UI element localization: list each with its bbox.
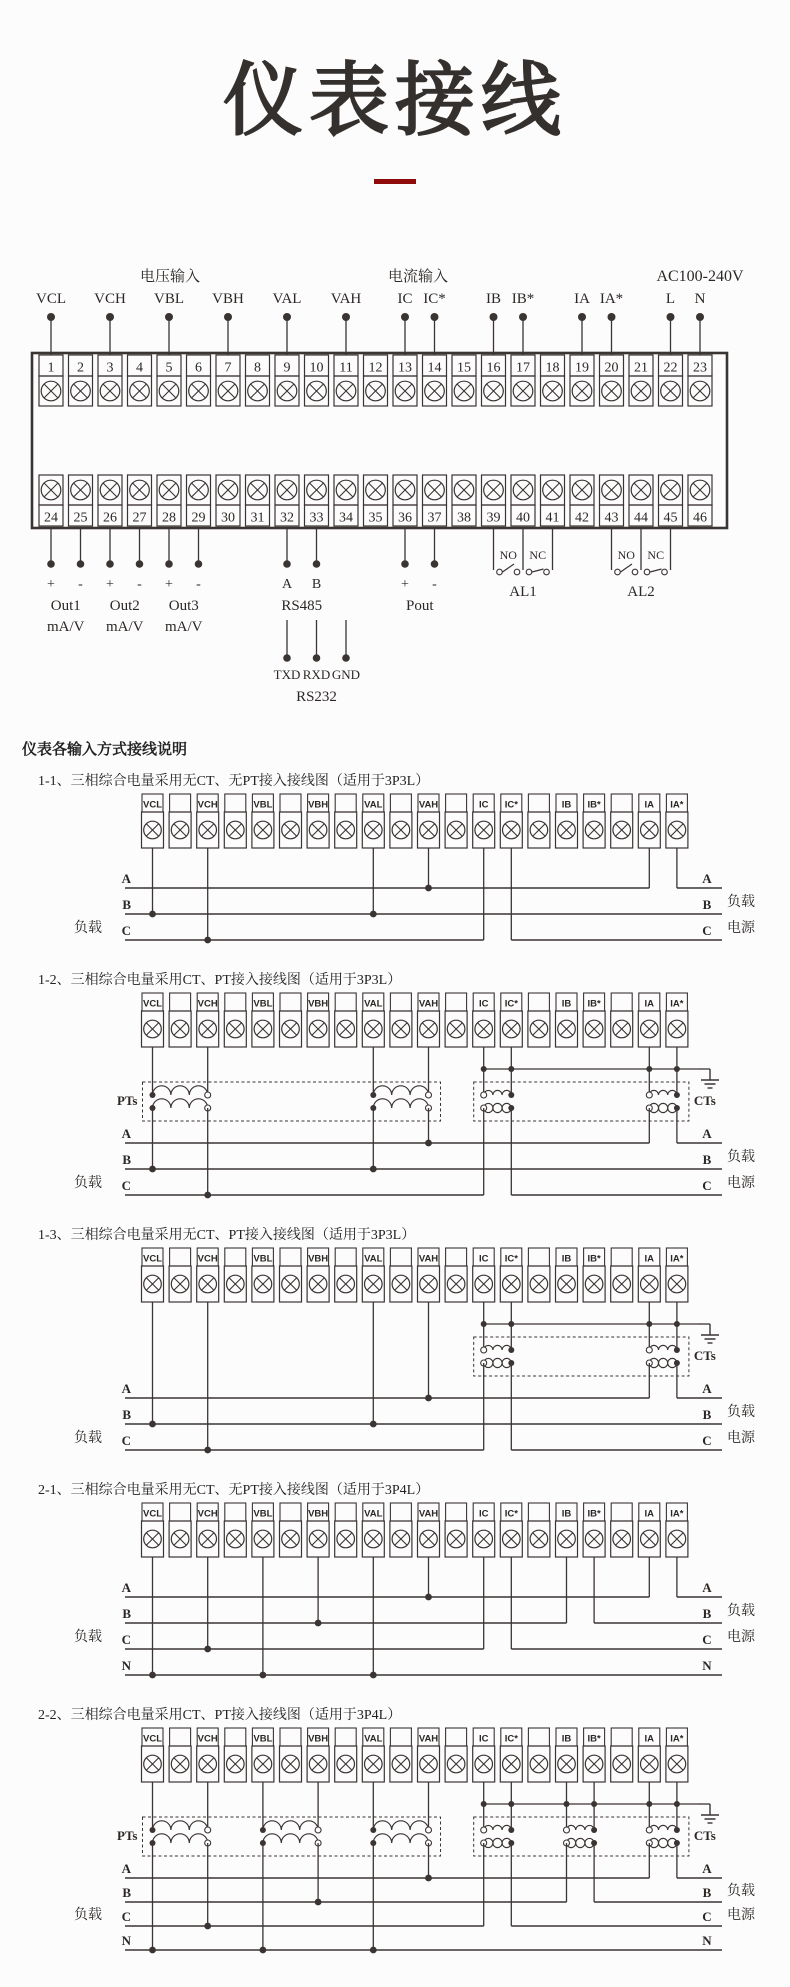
rs232-group xyxy=(274,620,360,705)
svg-text:-: - xyxy=(78,577,83,592)
source-label-top: 负载 xyxy=(727,1150,755,1165)
svg-text:C: C xyxy=(702,923,712,938)
diagram-svg-1-1 xyxy=(0,792,790,958)
svg-text:42: 42 xyxy=(575,510,589,526)
svg-text:IC: IC xyxy=(478,1253,489,1265)
svg-text:31: 31 xyxy=(250,510,265,526)
svg-text:VBL: VBL xyxy=(253,1733,273,1745)
load-label: 负载 xyxy=(74,1431,102,1446)
svg-text:RXD: RXD xyxy=(302,667,331,682)
phase-lines xyxy=(122,1861,722,1950)
svg-text:C: C xyxy=(121,1632,131,1647)
rs232-label: RS232 xyxy=(296,689,337,705)
diagram-section-2-2 xyxy=(0,1704,790,1968)
cts-label: CTs xyxy=(693,1828,716,1843)
ct-group xyxy=(474,1782,716,1926)
svg-text:IB: IB xyxy=(561,1508,572,1520)
svg-text:VCL: VCL xyxy=(143,1508,162,1520)
svg-text:IC*: IC* xyxy=(504,799,518,811)
source-label-top: 负载 xyxy=(727,895,755,910)
svg-text:IC: IC xyxy=(478,998,489,1010)
svg-text:VBH: VBH xyxy=(308,1508,329,1520)
svg-text:IA*: IA* xyxy=(670,1253,684,1265)
svg-text:VAL: VAL xyxy=(364,1508,383,1520)
current-series-connection xyxy=(567,1557,595,1623)
svg-text:27: 27 xyxy=(132,510,147,526)
svg-text:-: - xyxy=(196,577,201,592)
svg-text:VCL: VCL xyxy=(36,291,66,307)
io-annotations xyxy=(47,528,438,635)
source-label-bottom: 电源 xyxy=(727,1630,755,1645)
svg-text:IA: IA xyxy=(644,998,655,1010)
svg-text:24: 24 xyxy=(44,510,58,526)
svg-text:VAH: VAH xyxy=(418,998,439,1010)
svg-text:IC*: IC* xyxy=(504,1253,518,1265)
svg-text:+: + xyxy=(165,577,173,592)
svg-text:+: + xyxy=(401,577,409,592)
svg-text:IB*: IB* xyxy=(587,1508,601,1520)
svg-text:AL2: AL2 xyxy=(627,584,655,600)
svg-text:+: + xyxy=(47,577,55,592)
svg-text:34: 34 xyxy=(339,510,353,526)
svg-text:C: C xyxy=(121,1178,131,1193)
voltage-connections xyxy=(149,848,432,943)
svg-text:VCH: VCH xyxy=(197,998,218,1010)
svg-text:19: 19 xyxy=(575,360,589,376)
svg-text:IB*: IB* xyxy=(511,291,535,307)
pts-label: PTs xyxy=(117,1093,138,1108)
svg-text:44: 44 xyxy=(634,510,648,526)
svg-text:IA: IA xyxy=(644,1733,655,1745)
svg-text:6: 6 xyxy=(195,360,202,376)
svg-text:VCL: VCL xyxy=(143,799,162,811)
terminal-strip xyxy=(142,794,688,848)
source-label-bottom: 电源 xyxy=(727,1176,755,1191)
voltage-connections xyxy=(149,1302,432,1453)
wiring-diagram-1-1 xyxy=(0,792,790,958)
wiring-diagram-1-3 xyxy=(0,1246,790,1468)
svg-text:N: N xyxy=(694,291,706,307)
svg-text:NO: NO xyxy=(617,548,635,562)
svg-text:VCH: VCH xyxy=(197,1733,218,1745)
svg-text:C: C xyxy=(702,1178,712,1193)
svg-text:VAL: VAL xyxy=(364,1733,383,1745)
svg-text:B: B xyxy=(122,1407,131,1422)
cts-label: CTs xyxy=(693,1093,716,1108)
svg-text:22: 22 xyxy=(663,360,678,376)
svg-text:VCH: VCH xyxy=(197,1253,218,1265)
svg-text:14: 14 xyxy=(427,360,442,376)
svg-text:VCL: VCL xyxy=(143,1733,162,1745)
svg-text:2: 2 xyxy=(77,360,84,376)
svg-text:B: B xyxy=(311,577,322,592)
source-label-bottom: 电源 xyxy=(727,1908,755,1923)
svg-text:40: 40 xyxy=(516,510,530,526)
svg-text:IB*: IB* xyxy=(587,998,601,1010)
svg-text:15: 15 xyxy=(457,360,471,376)
svg-text:IA: IA xyxy=(644,1508,655,1520)
diagram-title-2-1: 2-1、三相综合电量采用无CT、无PT接入接线图（适用于3P4L） xyxy=(38,1483,430,1498)
svg-text:A: A xyxy=(702,1126,712,1141)
svg-text:AL1: AL1 xyxy=(509,584,537,600)
svg-text:VAH: VAH xyxy=(418,1508,439,1520)
svg-text:12: 12 xyxy=(368,360,383,376)
svg-text:IC: IC xyxy=(397,291,413,307)
diagram-section-1-1 xyxy=(0,770,790,958)
svg-text:IB*: IB* xyxy=(587,1253,601,1265)
svg-text:VAL: VAL xyxy=(364,799,383,811)
svg-text:-: - xyxy=(432,577,437,592)
svg-text:28: 28 xyxy=(162,510,176,526)
svg-text:IA*: IA* xyxy=(670,998,684,1010)
diagram-svg-1-2 xyxy=(0,991,790,1213)
bottom-terminal-row xyxy=(39,475,712,526)
diagram-svg-2-2 xyxy=(0,1726,790,1968)
svg-text:VBL: VBL xyxy=(154,291,184,307)
svg-text:IC: IC xyxy=(478,1508,489,1520)
svg-text:VCL: VCL xyxy=(143,1253,162,1265)
svg-text:IA*: IA* xyxy=(670,1733,684,1745)
svg-text:IC*: IC* xyxy=(504,1733,518,1745)
svg-text:8: 8 xyxy=(254,360,261,376)
svg-text:39: 39 xyxy=(486,510,501,526)
svg-text:Pout: Pout xyxy=(405,598,434,614)
svg-text:C: C xyxy=(702,1632,712,1647)
svg-text:VBL: VBL xyxy=(253,799,273,811)
source-label-top: 负载 xyxy=(727,1604,755,1619)
diagram-title-2-2: 2-2、三相综合电量采用CT、PT接入接线图（适用于3P4L） xyxy=(38,1708,402,1723)
section-heading: 仪表各输入方式接线说明 xyxy=(22,741,188,758)
diagram-section-1-2 xyxy=(0,969,790,1213)
svg-text:C: C xyxy=(121,1909,131,1924)
load-label: 负载 xyxy=(74,1630,102,1645)
ground-symbol xyxy=(698,1804,719,1823)
pt-group xyxy=(117,1047,440,1198)
source-label-top: 负载 xyxy=(727,1884,755,1899)
title-underline-dash xyxy=(374,179,416,184)
svg-text:43: 43 xyxy=(604,510,619,526)
source-label-top: 负载 xyxy=(727,1405,755,1420)
svg-text:13: 13 xyxy=(398,360,412,376)
svg-text:Out1: Out1 xyxy=(50,598,81,614)
svg-text:IA: IA xyxy=(644,799,655,811)
svg-text:mA/V: mA/V xyxy=(165,619,203,635)
svg-text:25: 25 xyxy=(73,510,88,526)
svg-text:B: B xyxy=(122,1606,131,1621)
svg-text:IC: IC xyxy=(478,799,489,811)
svg-text:IA: IA xyxy=(574,291,590,307)
svg-text:IB: IB xyxy=(561,1733,572,1745)
svg-text:30: 30 xyxy=(221,510,235,526)
svg-text:NC: NC xyxy=(529,548,547,562)
svg-text:mA/V: mA/V xyxy=(47,619,85,635)
svg-text:IB*: IB* xyxy=(587,799,601,811)
diagram-title-1-2: 1-2、三相综合电量采用CT、PT接入接线图（适用于3P3L） xyxy=(38,973,402,988)
top-terminal-signal-labels xyxy=(36,291,706,355)
svg-text:41: 41 xyxy=(545,510,560,526)
terminal-strip xyxy=(142,1503,688,1557)
svg-text:36: 36 xyxy=(398,510,412,526)
svg-text:45: 45 xyxy=(663,510,678,526)
diagram-title-1-3: 1-3、三相综合电量采用无CT、PT接入接线图（适用于3P3L） xyxy=(38,1228,416,1243)
pt-group xyxy=(117,1782,440,1953)
svg-text:VCH: VCH xyxy=(94,291,126,307)
svg-text:N: N xyxy=(121,1933,131,1948)
diagram-title-1-1: 1-1、三相综合电量采用无CT、无PT接入接线图（适用于3P3L） xyxy=(38,774,430,789)
current-series-connection xyxy=(649,848,677,888)
ground-symbol xyxy=(698,1069,719,1088)
relay-al1 xyxy=(494,528,553,600)
svg-text:IC*: IC* xyxy=(423,291,446,307)
svg-text:Out3: Out3 xyxy=(168,598,199,614)
svg-text:VCH: VCH xyxy=(197,799,218,811)
terminal-strip xyxy=(142,993,688,1047)
svg-text:A: A xyxy=(121,1126,131,1141)
svg-text:VBH: VBH xyxy=(308,1733,329,1745)
svg-text:B: B xyxy=(702,1885,712,1900)
svg-text:21: 21 xyxy=(634,360,648,376)
svg-text:37: 37 xyxy=(427,510,442,526)
svg-text:B: B xyxy=(702,1407,712,1422)
svg-text:VAH: VAH xyxy=(418,1253,439,1265)
svg-text:C: C xyxy=(121,1433,131,1448)
source-label-bottom: 电源 xyxy=(727,1431,755,1446)
svg-text:VBL: VBL xyxy=(253,1508,273,1520)
svg-text:5: 5 xyxy=(165,360,173,376)
svg-text:IA*: IA* xyxy=(670,799,684,811)
pts-label: PTs xyxy=(117,1828,138,1843)
svg-text:C: C xyxy=(702,1433,712,1448)
svg-text:IA: IA xyxy=(644,1253,655,1265)
svg-text:IB: IB xyxy=(561,998,572,1010)
svg-text:B: B xyxy=(702,1606,712,1621)
svg-text:VAL: VAL xyxy=(364,998,383,1010)
svg-text:A: A xyxy=(121,1381,131,1396)
svg-text:A: A xyxy=(121,871,131,886)
svg-text:IC*: IC* xyxy=(504,998,518,1010)
svg-text:N: N xyxy=(702,1933,712,1948)
svg-text:+: + xyxy=(106,577,114,592)
current-input-label: 电流输入 xyxy=(387,269,449,285)
svg-text:NC: NC xyxy=(647,548,665,562)
svg-text:B: B xyxy=(122,1152,131,1167)
svg-text:3: 3 xyxy=(106,360,114,376)
current-series-connection xyxy=(649,1557,677,1597)
svg-text:B: B xyxy=(702,1152,712,1167)
svg-text:38: 38 xyxy=(457,510,471,526)
svg-text:29: 29 xyxy=(191,510,206,526)
phase-lines xyxy=(122,871,722,940)
svg-text:C: C xyxy=(121,923,131,938)
svg-text:VAH: VAH xyxy=(418,1733,439,1745)
svg-text:IC: IC xyxy=(478,1733,489,1745)
main-terminal-block-diagram xyxy=(0,264,790,716)
meter-case-outline xyxy=(32,353,727,528)
wiring-diagram-1-2 xyxy=(0,991,790,1213)
load-label: 负载 xyxy=(74,1176,102,1191)
svg-text:-: - xyxy=(137,577,142,592)
svg-text:VBH: VBH xyxy=(212,291,244,307)
svg-text:VAH: VAH xyxy=(418,799,439,811)
relay-al2 xyxy=(612,528,671,600)
svg-text:B: B xyxy=(702,897,712,912)
ct-group xyxy=(474,1302,716,1450)
svg-text:N: N xyxy=(702,1658,712,1673)
svg-text:Out2: Out2 xyxy=(109,598,140,614)
svg-text:VAH: VAH xyxy=(330,291,362,307)
svg-text:NO: NO xyxy=(499,548,517,562)
svg-text:VCH: VCH xyxy=(197,1508,218,1520)
svg-text:46: 46 xyxy=(693,510,707,526)
svg-text:10: 10 xyxy=(309,360,324,376)
svg-text:A: A xyxy=(702,1381,712,1396)
svg-text:IA*: IA* xyxy=(670,1508,684,1520)
phase-lines xyxy=(122,1580,722,1675)
top-terminal-row xyxy=(39,355,712,406)
svg-text:A: A xyxy=(281,577,293,592)
svg-text:A: A xyxy=(702,871,712,886)
diagram-svg-1-3 xyxy=(0,1246,790,1468)
svg-text:N: N xyxy=(121,1658,131,1673)
svg-text:9: 9 xyxy=(283,360,291,376)
input-group-labels xyxy=(140,267,744,285)
svg-text:IB: IB xyxy=(486,291,501,307)
ground-symbol xyxy=(698,1324,719,1343)
svg-text:VBL: VBL xyxy=(253,998,273,1010)
svg-text:B: B xyxy=(122,897,131,912)
svg-text:16: 16 xyxy=(486,360,501,376)
svg-text:1: 1 xyxy=(47,360,55,376)
cts-label: CTs xyxy=(693,1348,716,1363)
svg-text:mA/V: mA/V xyxy=(106,619,144,635)
voltage-input-label: 电压输入 xyxy=(139,269,201,285)
svg-text:A: A xyxy=(121,1580,131,1595)
terminal-strip xyxy=(142,1248,688,1302)
phase-lines xyxy=(122,1381,722,1450)
svg-text:26: 26 xyxy=(103,510,117,526)
svg-text:23: 23 xyxy=(693,360,707,376)
svg-text:L: L xyxy=(665,291,676,307)
svg-text:VCL: VCL xyxy=(143,998,162,1010)
svg-text:VBH: VBH xyxy=(308,1253,329,1265)
svg-text:A: A xyxy=(702,1861,712,1876)
aux-power-label: AC100-240V xyxy=(656,268,744,285)
svg-text:B: B xyxy=(122,1885,131,1900)
voltage-connections xyxy=(149,1557,432,1678)
svg-text:A: A xyxy=(702,1580,712,1595)
svg-text:IC*: IC* xyxy=(504,1508,518,1520)
wiring-diagram-2-2 xyxy=(0,1726,790,1968)
svg-text:IB: IB xyxy=(561,799,572,811)
page-title: 仪表接线 xyxy=(223,56,567,145)
svg-text:A: A xyxy=(121,1861,131,1876)
svg-text:VBH: VBH xyxy=(308,799,329,811)
diagram-section-1-3 xyxy=(0,1224,790,1468)
svg-text:32: 32 xyxy=(280,510,294,526)
terminal-strip xyxy=(142,1728,688,1782)
svg-text:IB*: IB* xyxy=(587,1733,601,1745)
main-block-svg xyxy=(0,264,790,716)
svg-text:VAL: VAL xyxy=(364,1253,383,1265)
source-label-bottom: 电源 xyxy=(727,921,755,936)
load-label: 负载 xyxy=(74,1908,102,1923)
svg-text:VBH: VBH xyxy=(308,998,329,1010)
svg-text:TXD: TXD xyxy=(273,667,301,682)
svg-text:IA*: IA* xyxy=(599,291,624,307)
wiring-diagram-2-1 xyxy=(0,1501,790,1693)
svg-text:17: 17 xyxy=(516,360,530,376)
svg-text:33: 33 xyxy=(309,510,324,526)
svg-text:20: 20 xyxy=(604,360,619,376)
svg-text:GND: GND xyxy=(331,667,361,682)
diagram-svg-2-1 xyxy=(0,1501,790,1693)
svg-text:11: 11 xyxy=(339,360,353,376)
svg-text:35: 35 xyxy=(368,510,383,526)
diagram-section-2-1 xyxy=(0,1479,790,1693)
svg-text:4: 4 xyxy=(136,360,143,376)
svg-text:C: C xyxy=(702,1909,712,1924)
svg-text:VAL: VAL xyxy=(272,291,302,307)
svg-text:VBL: VBL xyxy=(253,1253,273,1265)
svg-text:7: 7 xyxy=(224,360,232,376)
svg-text:18: 18 xyxy=(545,360,560,376)
svg-text:RS485: RS485 xyxy=(281,598,323,614)
current-series-connection xyxy=(484,848,512,940)
load-label: 负载 xyxy=(74,921,102,936)
phase-lines xyxy=(122,1126,722,1195)
svg-text:IB: IB xyxy=(561,1253,572,1265)
current-series-connection xyxy=(484,1557,512,1649)
ct-group xyxy=(474,1047,716,1195)
